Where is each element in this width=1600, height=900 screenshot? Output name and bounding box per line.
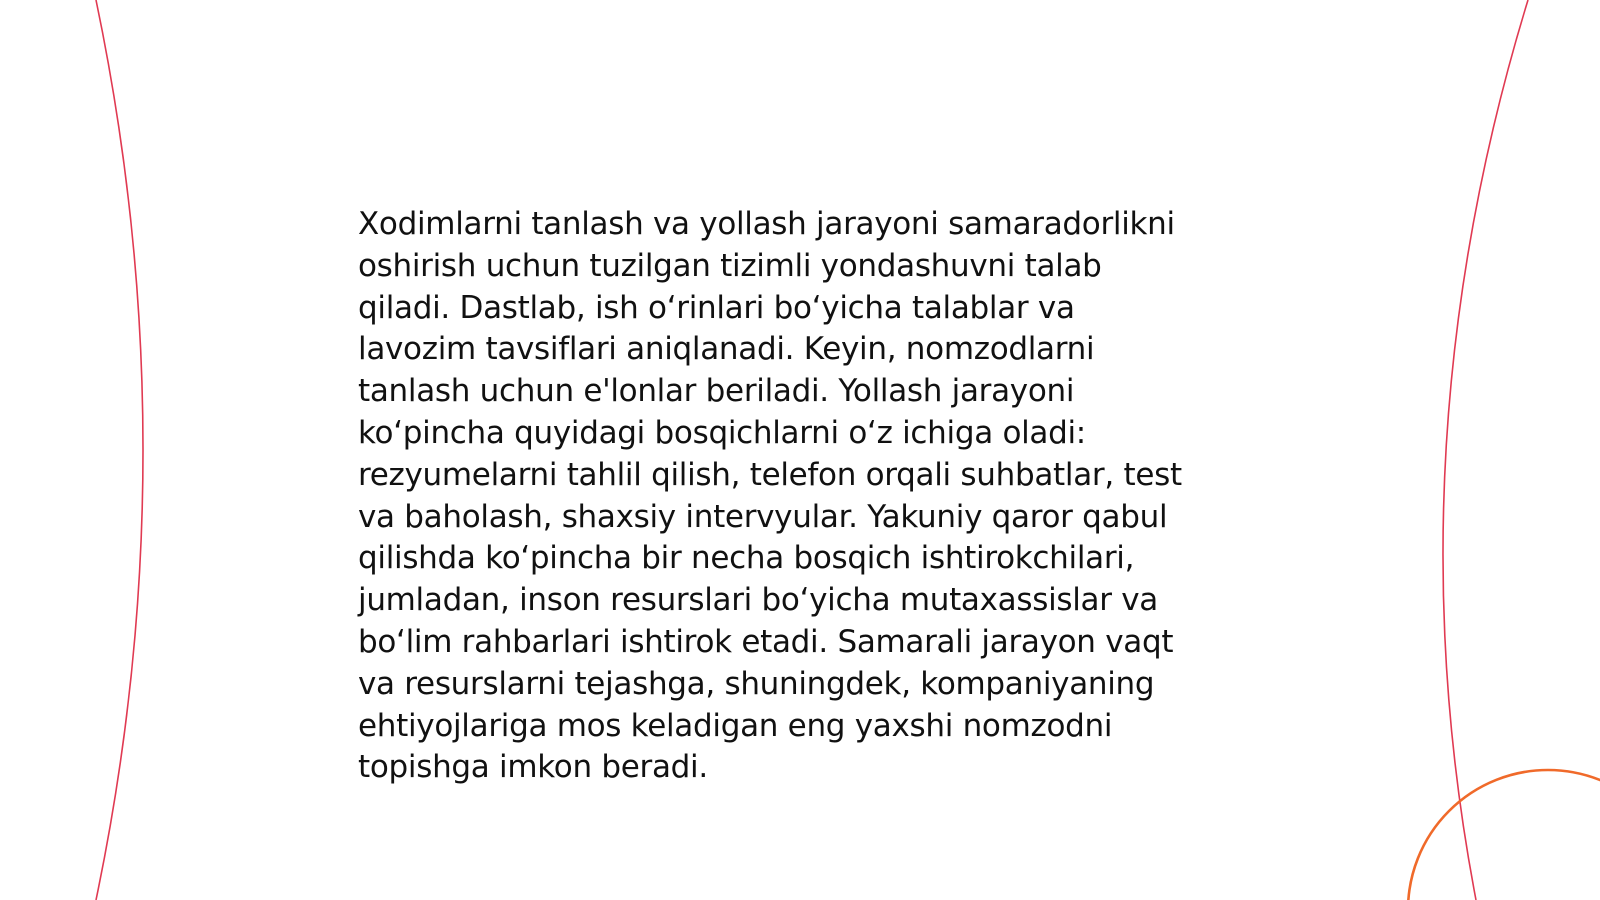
paragraph-line: qilishda ko‘pincha bir necha bosqich ishtirokchilari,: [358, 540, 1135, 577]
paragraph-line: lavozim tavsiflari aniqlanadi. Keyin, nomzodlarni: [358, 331, 1095, 368]
paragraph-line: ehtiyojlariga mos keladigan eng yaxshi nomzodni: [358, 707, 1113, 744]
paragraph-line: tanlash uchun e'lonlar beriladi. Yollash jarayoni: [358, 373, 1075, 410]
right-arc-decoration: [1443, 0, 1528, 900]
paragraph-line: va baholash, shaxsiy intervyular. Yakuniy qaror qabul: [358, 498, 1168, 535]
paragraph-line: Xodimlarni tanlash va yollash jarayoni samaradorlikni: [358, 206, 1175, 242]
paragraph-line: rezyumelarni tahlil qilish, telefon orqali suhbatlar, test: [358, 456, 1182, 493]
orange-circle-decoration: [1408, 770, 1600, 900]
paragraph-line: oshirish uchun tuzilgan tizimli yondashuvni talab: [358, 247, 1102, 284]
paragraph-line: ko‘pincha quyidagi bosqichlarni o‘z ichiga oladi:: [358, 414, 1086, 451]
body-paragraph: [358, 204, 1258, 789]
left-arc-decoration: [96, 0, 143, 900]
paragraph-line: qiladi. Dastlab, ish o‘rinlari bo‘yicha talablar va: [358, 289, 1075, 326]
paragraph-line: bo‘lim rahbarlari ishtirok etadi. Samarali jarayon vaqt: [358, 623, 1174, 660]
paragraph-line: jumladan, inson resurslari bo‘yicha mutaxassislar va: [358, 582, 1158, 619]
paragraph-line: topishga imkon beradi.: [358, 749, 708, 786]
paragraph-line: va resurslarni tejashga, shuningdek, kompaniyaning: [358, 665, 1155, 702]
